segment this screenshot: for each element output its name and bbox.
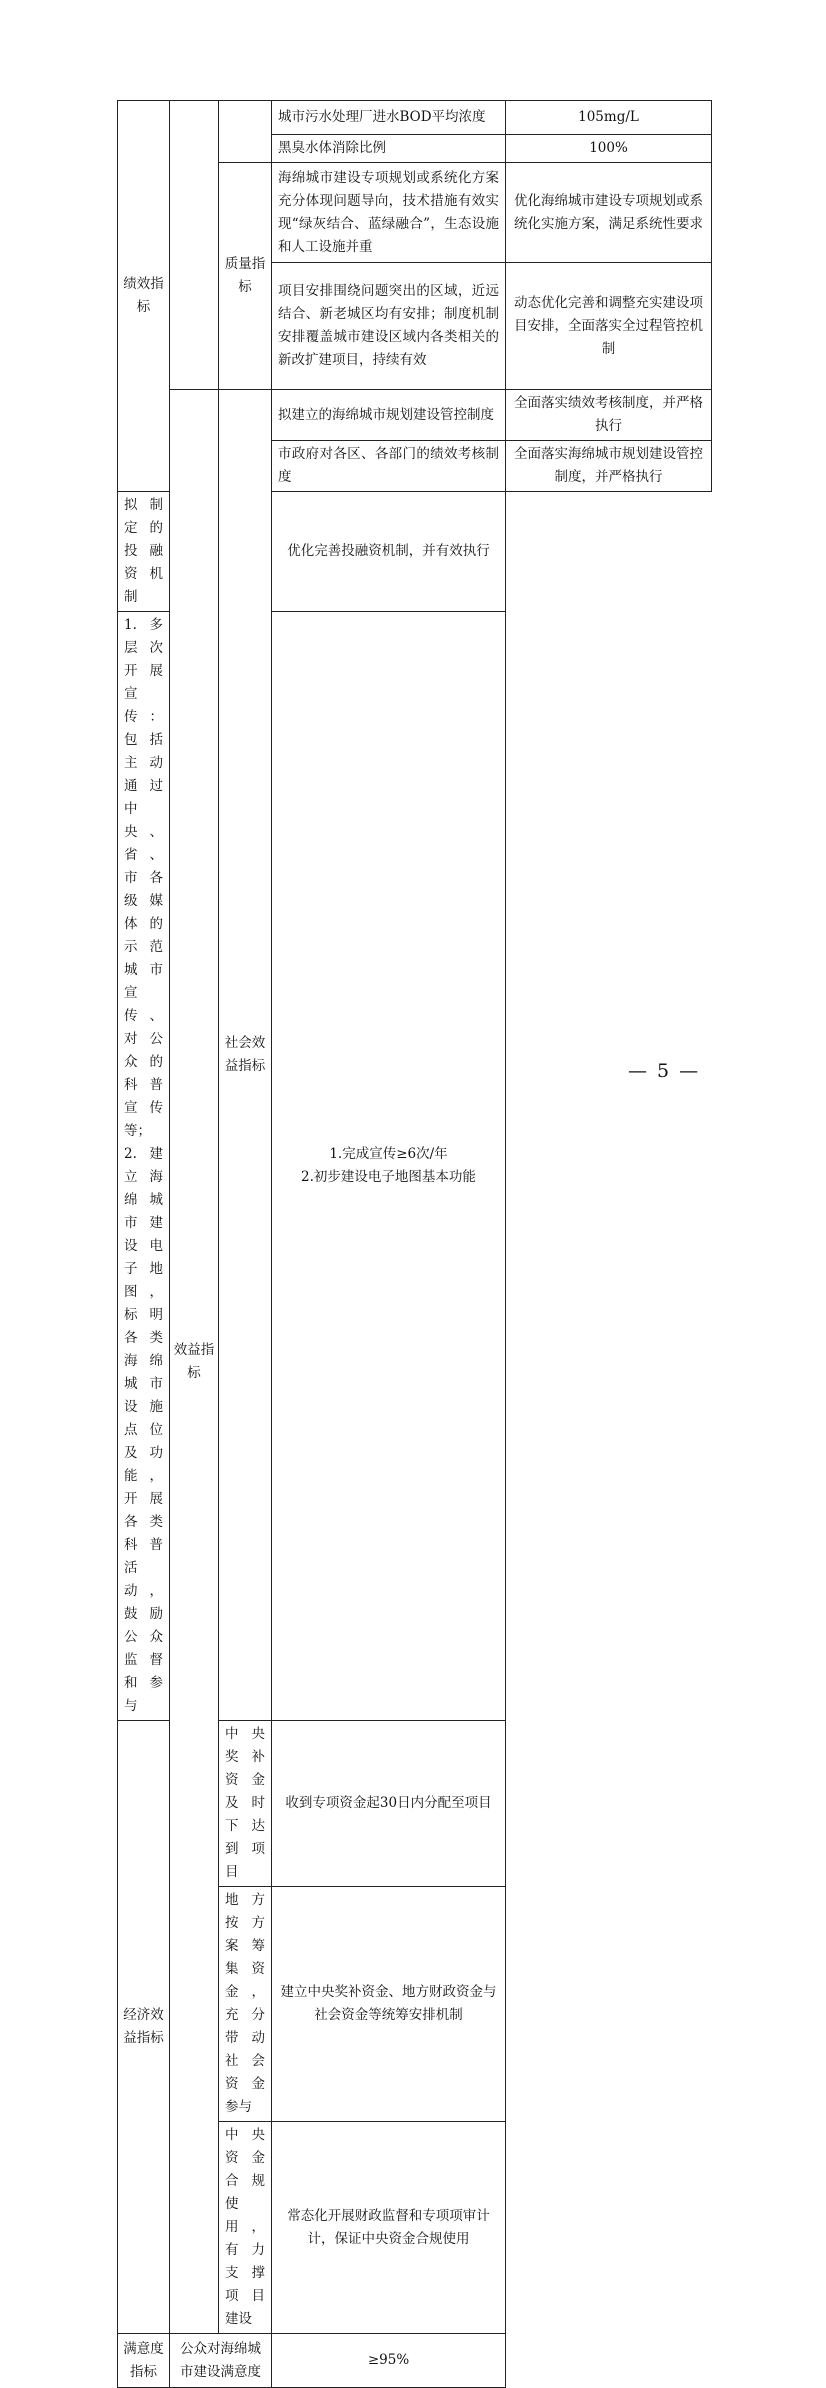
category-benefit: 效益指标 [170,390,219,2334]
target-cell [272,612,506,1721]
performance-indicator-table [117,100,712,2388]
target-cell: 建立中央奖补资金、地方财政资金与社会资金等统筹安排机制 [272,1887,506,2122]
target-cell: 全面落实海绵城市规划建设管控制度，并严格执行 [506,441,712,492]
indicator-line: 2.建立海绵城市建设电子地图，标明各类海绵城市设施点位及功能，开展各类科普活动，鼓励公众监督和参与 [124,1146,163,1714]
indicator-cell: 公众对海绵城市建设满意度 [170,2334,272,2388]
target-cell: 常态化开展财政监督和专项项审计计，保证中央资金合规使用 [272,2122,506,2334]
indicator-cell [118,612,170,1721]
target-cell: 105mg/L [506,101,712,135]
indicator-cell: 黑臭水体消除比例 [272,135,506,163]
indicator-cell: 地方按方案筹集资金，充分带动社会资金参与 [219,1887,272,2122]
target-line: 1.完成宣传≥6次/年 [329,1146,448,1162]
target-cell: 优化完善投融资机制，并有效执行 [272,492,506,612]
indicator-cell: 中央奖补资金及时下达到项目 [219,1721,272,1887]
indicator-cell: 海绵城市建设专项规划或系统化方案充分体现问题导向，技术措施有效实现“绿灰结合、蓝绿融合”，生态设施和人工设施并重 [272,163,506,263]
category-performance: 绩效指标 [118,101,170,492]
indicator-cell: 拟制定的投融资机制 [118,492,170,612]
category-economic: 经济效益指标 [118,1721,170,2334]
target-cell: 全面落实绩效考核制度，并严格执行 [506,390,712,441]
category-quantity-blank [219,101,272,163]
indicator-line: 1.多层次开展宣传：包括主动通过中央、省、市各级媒体的示范城市宣传、对公众的科普宣传等； [124,617,163,1139]
category-quality: 质量指标 [219,163,272,390]
indicator-cell: 拟建立的海绵城市规划建设管控制度 [272,390,506,441]
category-output-blank [170,101,219,390]
page-number: — 5 — [628,1060,701,1082]
indicator-cell: 城市污水处理厂进水BOD平均浓度 [272,101,506,135]
category-satisfaction: 满意度指标 [118,2334,170,2388]
target-cell: 收到专项资金起30日内分配至项目 [272,1721,506,1887]
target-cell: ≥95% [272,2334,506,2388]
target-cell: 100% [506,135,712,163]
target-cell: 动态优化完善和调整充实建设项目安排，全面落实全过程管控机制 [506,263,712,390]
category-social: 社会效益指标 [219,390,272,1721]
target-line: 2.初步建设电子地图基本功能 [301,1169,476,1185]
indicator-cell: 市政府对各区、各部门的绩效考核制度 [272,441,506,492]
indicator-cell: 项目安排围绕问题突出的区域，近远结合、新老城区均有安排；制度机制安排覆盖城市建设区域内各类相关的新改扩建项目，持续有效 [272,263,506,390]
target-cell: 优化海绵城市建设专项规划或系统化实施方案，满足系统性要求 [506,163,712,263]
indicator-cell: 中央资金合规使用，有力支撑项目建设 [219,2122,272,2334]
